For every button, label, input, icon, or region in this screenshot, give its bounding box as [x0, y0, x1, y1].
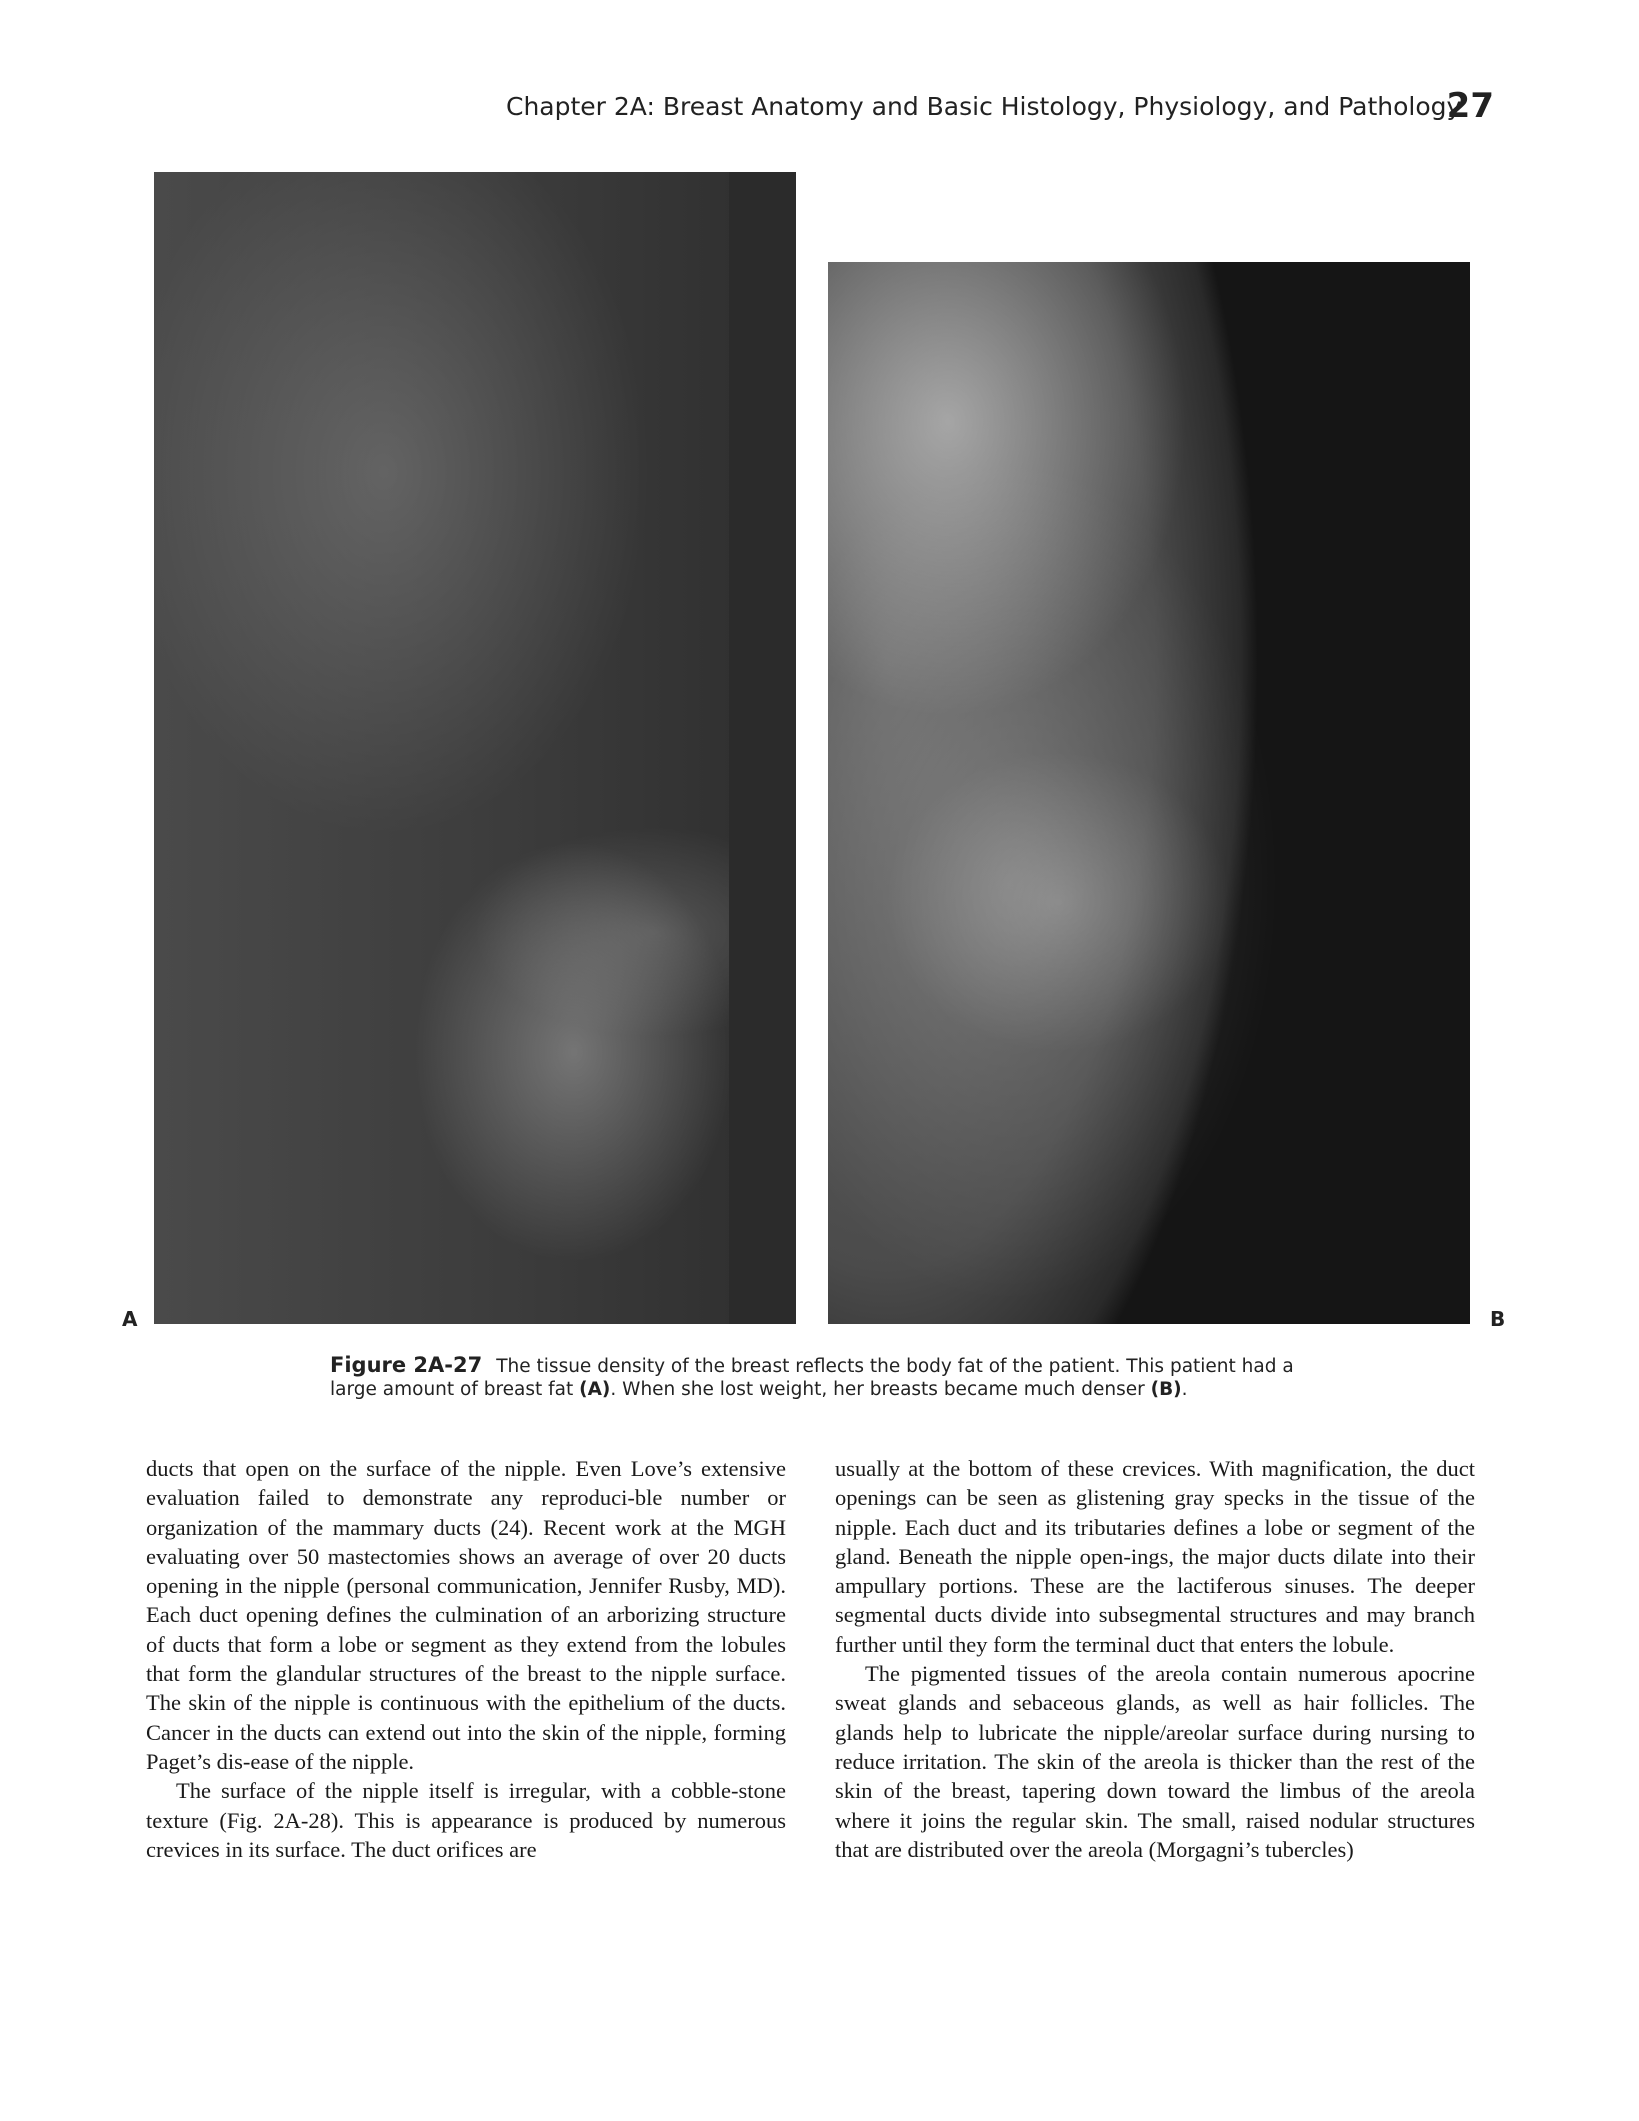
caption-ref-b: (B)	[1150, 1379, 1182, 1400]
running-head: Chapter 2A: Breast Anatomy and Basic Histology, Physiology, and Pathology	[506, 92, 1462, 121]
caption-ref-a: (A)	[579, 1379, 611, 1400]
panel-label-a: A	[122, 1307, 138, 1331]
caption-bold-text: The tissue density of the breast reflects the body fat of the patient.	[496, 1356, 1121, 1377]
panel-label-b: B	[1490, 1307, 1506, 1331]
body-column-left	[146, 1454, 786, 1864]
body-paragraph: The surface of the nipple itself is irregular, with a cobble-stone texture (Fig. 2A-28). This is appearance is produced by numerous crevices in its surface. The duct orifices are	[146, 1778, 786, 1862]
body-paragraph: usually at the bottom of these crevices. With magnification, the duct openings can be seen as glistening gray specks in the tissue of the nipple. Each duct and its tributaries defines a lobe or segment of the gland. Beneath the nipple open-ings, the major ducts dilate into their ampullary portions. These are the lactiferous sinuses. The deeper segmental ducts divide into subsegmental structures and may branch further until they form the terminal duct that enters the lobule.	[835, 1456, 1475, 1657]
body-column-right	[835, 1454, 1475, 1864]
body-paragraph: ducts that open on the surface of the nipple. Even Love’s extensive evaluation failed to demonstrate any reproduci-ble number or organization of the mammary ducts (24). Recent work at the MGH evaluating over 50 mastectomies shows an average of over 20 ducts opening in the nipple (personal communication, Jennifer Rusby, MD). Each duct opening defines the culmination of an arborizing structure of ducts that form a lobe or segment as they extend from the lobules that form the glandular structures of the breast to the nipple surface. The skin of the nipple is continuous with the epithelium of the ducts. Cancer in the ducts can extend out into the skin of the nipple, forming Paget’s dis-ease of the nipple.	[146, 1456, 786, 1774]
caption-text-2: . When she lost weight, her breasts became much denser	[610, 1379, 1151, 1400]
caption-text-3: .	[1181, 1379, 1188, 1400]
figure-panel-b-image	[828, 262, 1470, 1324]
figure-caption	[330, 1354, 1320, 1401]
body-paragraph: The pigmented tissues of the areola contain numerous apocrine sweat glands and sebaceous glands, as well as hair follicles. The glands help to lubricate the nipple/areolar surface during nursing to reduce irritation. The skin of the areola is thicker than the rest of the skin of the breast, tapering down toward the limbus of the areola where it joins the regular skin. The small, raised nodular structures that are distributed over the areola (Morgagni’s tubercles)	[835, 1661, 1475, 1862]
page-number: 27	[1446, 86, 1494, 126]
figure-number: Figure 2A-27	[330, 1353, 483, 1377]
caption-text-1: This patient had a large amount of breast fat	[330, 1356, 1294, 1400]
figure-panel-a-image	[154, 172, 796, 1324]
